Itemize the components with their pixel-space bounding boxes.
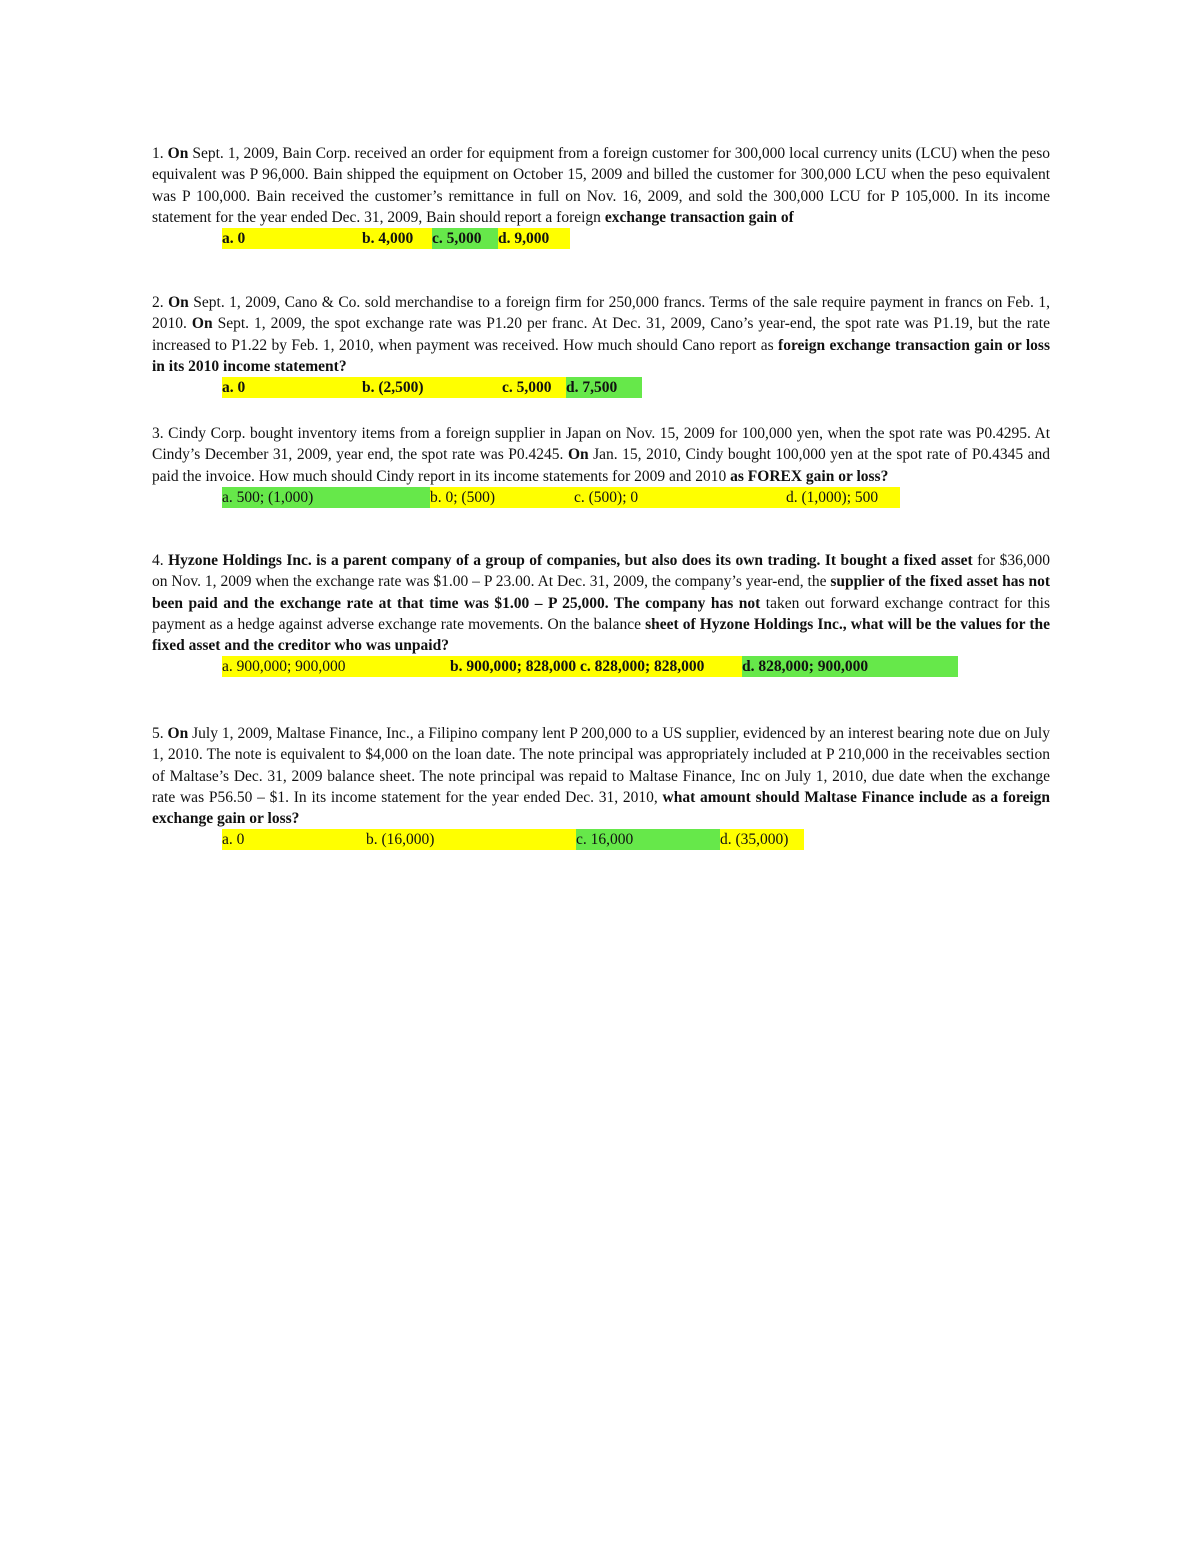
question-text-part: supplier of the fixed asset has not been paid and the exchange rate at that time was $1.00 – P 25,000. The company has not (152, 573, 1050, 612)
question-text-part: Sept. 1, 2009, Bain Corp. received an order for equipment from a foreign customer for 300,000 local currency units (LCU) when the peso equivalent was P 96,000. Bain shipped the equipment on October 15, 2009 and billed the customer for 300,000 LCU when the peso equivalent was P 100,000. Bain received the customer’s remittance in full on Nov. 16, 2009, and sold the 300,000 LCU for P 105,000. In its income statement for the year ended Dec. 31, 2009, Bain should report a foreign (152, 145, 1050, 226)
question-text-part: On (167, 725, 189, 742)
question-text-part: sheet of Hyzone Holdings Inc., what will be the values for the fixed asset and the creditor who was unpaid? (152, 615, 1050, 655)
question-text-part: On (191, 315, 213, 333)
question-5 (152, 723, 1050, 851)
question-number: 3. (152, 425, 164, 442)
answer-options (152, 377, 1050, 399)
answer-options (152, 487, 1050, 509)
answer-options (152, 228, 1050, 250)
option-b: b. (16,000) (366, 829, 578, 850)
question-text (152, 143, 1050, 228)
option-d: d. 9,000 (498, 228, 570, 249)
option-c: c. 5,000 (432, 228, 500, 249)
question-number: 5. (152, 725, 164, 742)
option-a: a. 0 (222, 829, 368, 850)
question-text (152, 292, 1050, 377)
question-text-part: Cindy Corp. bought inventory items from a foreign supplier in Japan on Nov. 15, 2009 for 100,000 yen, when the spot rate was P0.4295. At Cindy’s December 31, 2009, year end, the spot rate was P0.4245. (152, 425, 1051, 464)
answer-options (152, 656, 1050, 678)
question-text-part: Jan. 15, 2010, Cindy bought 100,000 yen at the spot rate of P0.4345 and paid the invoice. How much should Cindy report in its income statements for 2009 and 2010 (152, 446, 1050, 485)
question-number: 4. (152, 552, 164, 569)
option-b: b. (2,500) (362, 377, 504, 398)
option-b: b. 900,000; 828,000 (450, 656, 582, 677)
question-text-part: Hyzone Holdings Inc. is a parent company of a group of companies, but also does its own trading. It bought a fixed asset (168, 552, 973, 569)
question-text-part: exchange transaction gain of (604, 208, 794, 226)
question-4 (152, 550, 1050, 678)
option-b: b. 4,000 (362, 228, 434, 249)
question-text-part: July 1, 2009, Maltase Finance, Inc., a Filipino company lent P 200,000 to a US supplier, evidenced by an interest bearing note due on July 1, 2010. The note is equivalent to $4,000 on the loan date. The note principal was appropriately included at P 210,000 in the receivables section of Maltase’s Dec. 31, 2009 balance sheet. The note principal was repaid to Maltase Finance, Inc on July 1, 2010, due date when the exchange rate was P56.50 – $1. In its income statement for the year ended Dec. 31, 2010, (152, 725, 1050, 806)
question-text (152, 723, 1050, 829)
question-text-part: Sept. 1, 2009, Cano & Co. sold merchandise to a foreign firm for 250,000 francs. Terms of the sale require payment in francs on Feb. 1, 2010. (152, 294, 1051, 333)
answer-options (152, 829, 1050, 851)
option-c: c. 16,000 (576, 829, 722, 850)
question-2 (152, 292, 1050, 399)
question-text-part: foreign exchange transaction gain or loss in its 2010 income statement? (152, 336, 1050, 375)
option-d: d. 828,000; 900,000 (742, 656, 958, 677)
question-text (152, 550, 1050, 656)
option-a: a. 0 (222, 377, 364, 398)
option-d: d. (35,000) (720, 829, 804, 850)
question-text-part: Sept. 1, 2009, the spot exchange rate was P1.20 per franc. At Dec. 31, 2009, Cano’s year-end, the spot rate was P1.19, but the rate increased to P1.22 by Feb. 1, 2010, when payment was received. How much should Cano report as (152, 315, 1050, 354)
question-text-part: On (168, 294, 189, 311)
option-a: a. 900,000; 900,000 (222, 656, 452, 677)
question-3 (152, 423, 1050, 509)
question-text-part: as FOREX gain or loss? (730, 467, 889, 485)
option-c: c. (500); 0 (574, 487, 788, 508)
option-b: b. 0; (500) (430, 487, 576, 508)
question-text (152, 423, 1050, 487)
question-text-part: what amount should Maltase Finance include as a foreign exchange gain or loss? (152, 788, 1051, 828)
question-text-part: On (167, 145, 189, 162)
question-text-part: for $36,000 on Nov. 1, 2009 when the exchange rate was $1.00 – P 23.00. At Dec. 31, 2009, the company’s year-end, the (152, 552, 1051, 591)
question-number: 1. (152, 145, 164, 162)
question-text-part: taken out forward exchange contract for this payment as a hedge against adverse exchange rate movements. On the balance (152, 594, 1050, 633)
option-d: d. 7,500 (566, 377, 642, 398)
option-c: c. 828,000; 828,000 (580, 656, 744, 677)
question-text-part: On (567, 446, 589, 464)
question-1 (152, 143, 1050, 250)
question-number: 2. (152, 294, 164, 311)
option-c: c. 5,000 (502, 377, 568, 398)
option-a: a. 500; (1,000) (222, 487, 432, 508)
option-d: d. (1,000); 500 (786, 487, 900, 508)
option-a: a. 0 (222, 228, 364, 249)
